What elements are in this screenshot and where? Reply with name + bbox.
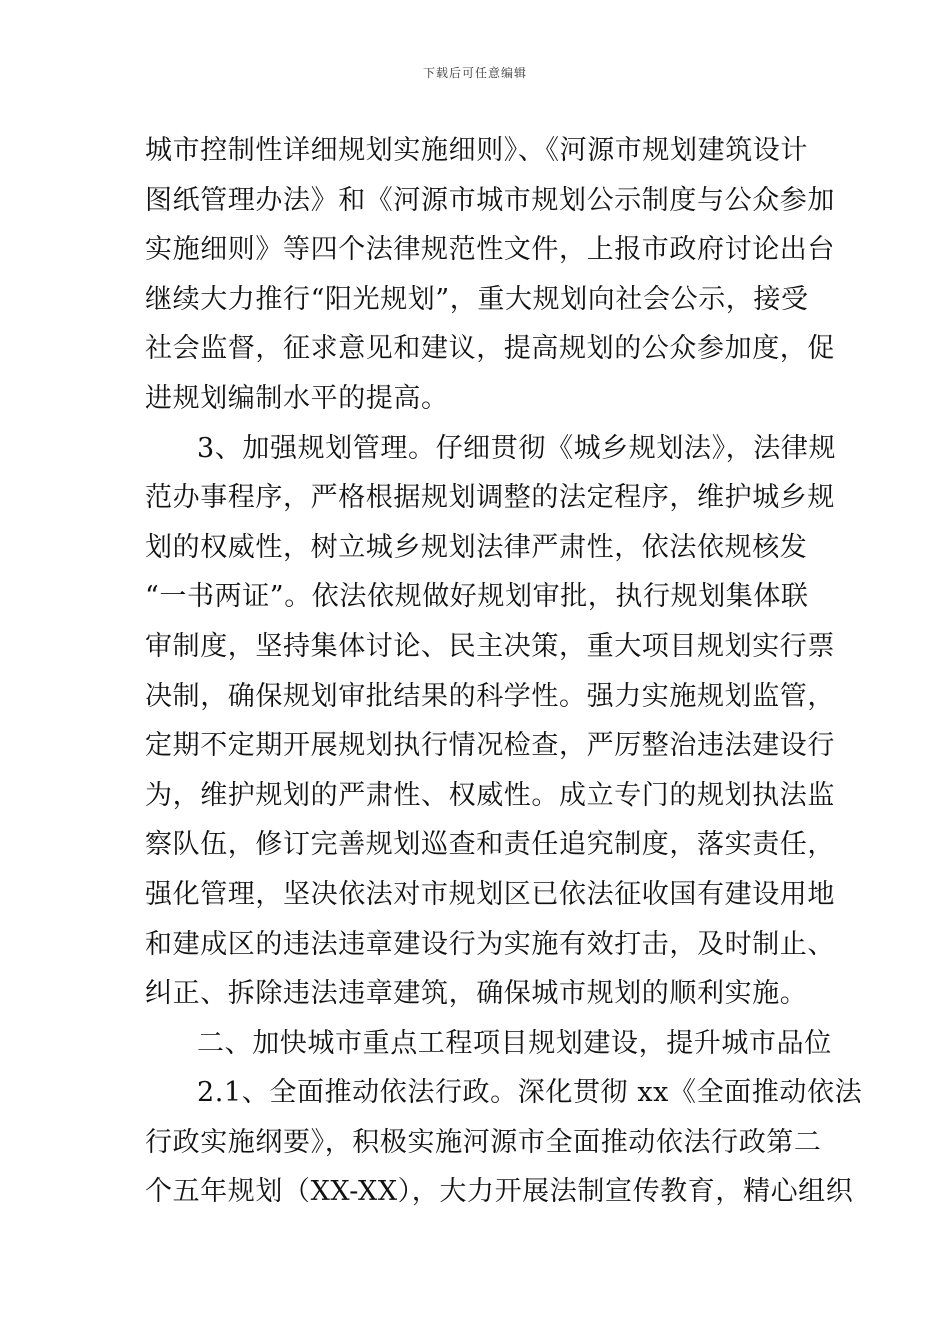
text-line: 审制度，坚持集体讨论、民主决策，重大项目规划实行票	[145, 630, 835, 662]
text-line: 察队伍，修订完善规划巡查和责任追究制度，落实责任，	[145, 829, 835, 861]
text-line: 二、加快城市重点工程项目规划建设，提升城市品位	[197, 1027, 832, 1059]
text-line: 社会监督，征求意见和建议，提高规划的公众参加度，促	[145, 333, 835, 365]
text-line: 和建成区的违法违章建设行为实施有效打击，及时制止、	[145, 928, 835, 960]
text-line: 继续大力推行“阳光规划”，重大规划向社会公示，接受	[145, 283, 809, 315]
text-line: 3、加强规划管理。仔细贯彻《城乡规划法》，法律规	[197, 432, 837, 464]
text-line: 范办事程序，严格根据规划调整的法定程序，维护城乡规	[145, 482, 835, 514]
text-line: 城市控制性详细规划实施细则》、《河源市规划建筑设计	[145, 135, 808, 166]
text-line: 定期不定期开展规划执行情况检查，严厉整治违法建设行	[145, 730, 835, 762]
text-line: 行政实施纲要》，积极实施河源市全面推动依法行政第二	[145, 1126, 822, 1158]
text-line: 进规划编制水平的提高。	[145, 382, 449, 414]
text-line: 实施细则》等四个法律规范性文件，上报市政府讨论出台	[145, 234, 835, 266]
text-line: 个五年规划（XX-XX），大力开展法制宣传教育，精心组织	[145, 1176, 854, 1208]
text-line: 划的权威性，树立城乡规划法律严肃性，依法依规核发	[145, 531, 808, 563]
document-body	[145, 126, 863, 1217]
text-line: 为，维护规划的严肃性、权威性。成立专门的规划执法监	[145, 779, 835, 811]
text-line: 纠正、拆除违法违章建筑，确保城市规划的顺利实施。	[145, 978, 808, 1010]
text-line: 2.1、全面推动依法行政。深化贯彻 xx《全面推动依法	[197, 1077, 863, 1109]
text-line: 决制，确保规划审批结果的科学性。强力实施规划监管，	[145, 680, 835, 712]
page-header: 下载后可任意编辑	[422, 66, 527, 80]
text-line: 图纸管理办法》和《河源市城市规划公示制度与公众参加	[145, 184, 835, 216]
text-line: “一书两证”。依法依规做好规划审批，执行规划集体联	[145, 581, 809, 613]
text-line: 强化管理，坚决依法对市规划区已依法征收国有建设用地	[145, 878, 835, 910]
